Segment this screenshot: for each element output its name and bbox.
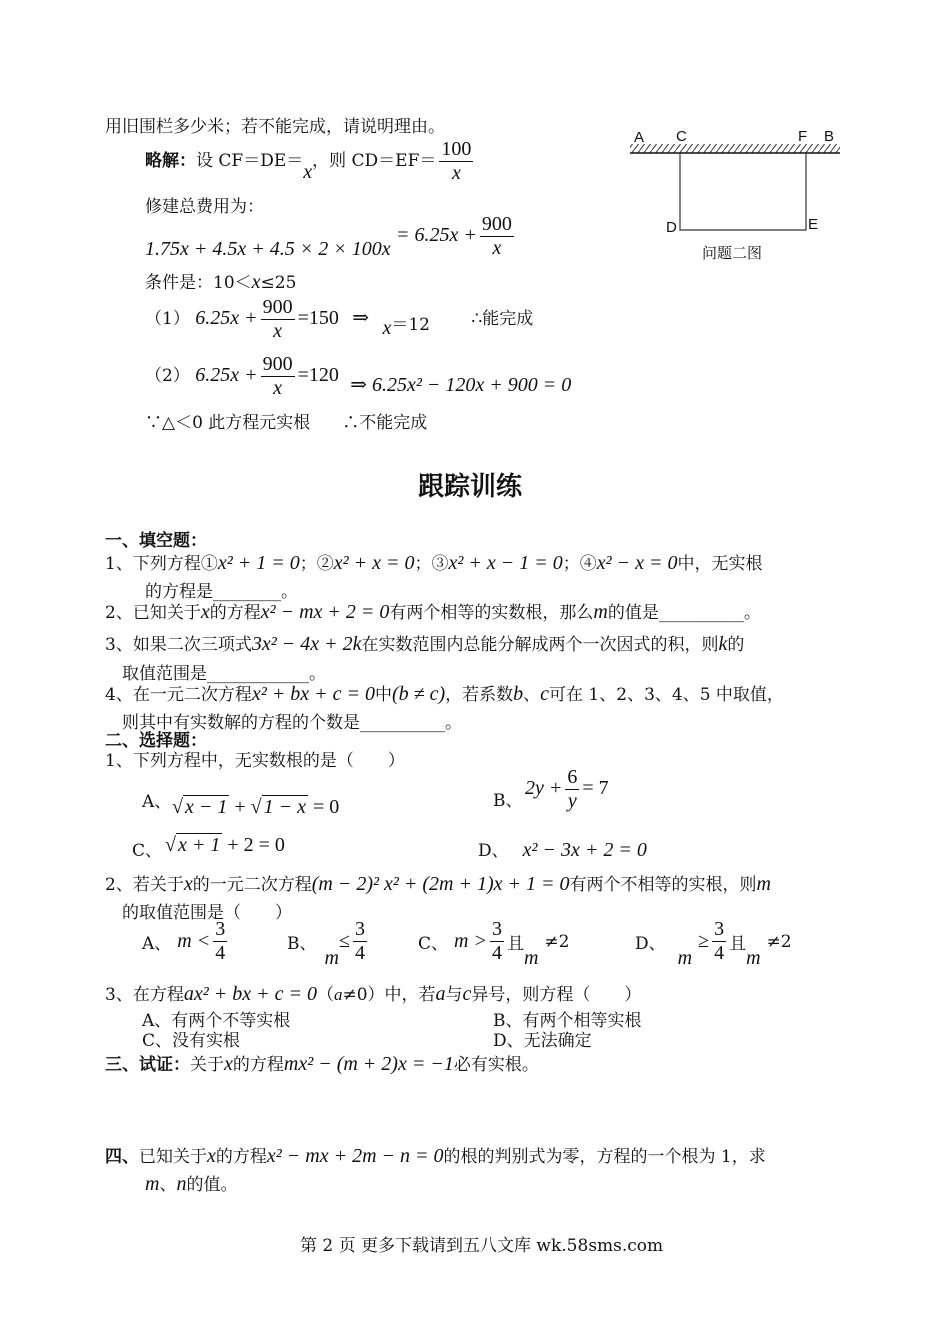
p2-q1-option-b-eq: 2y + $\frac{6}{y}$ = 7 <box>525 766 609 812</box>
p2-q3-option-c: C、没有实根 <box>142 1031 241 1051</box>
p1-q1-cont: 的方程是________。 <box>145 582 298 602</box>
cost-equation: 1.75x + 4.5x + 4.5 × 2 × 100x = 6.25x + $\frac{900}{x}$ <box>145 213 512 260</box>
fraction-100-over-x: $\frac{100}{x}$ <box>441 138 472 184</box>
p2-q1-option-a: A、 <box>142 792 172 812</box>
condition-line: 条件是：10＜x≤25 <box>145 271 297 293</box>
part3-line: 三、试证：关于x的方程mx² − (m + 2)x = −1必有实根。 <box>105 1053 539 1075</box>
label-f: F <box>798 128 808 145</box>
p1-q2: 2、已知关于x的方程x² − mx + 2 = 0有两个相等的实数根，那么m的值是__________。 <box>105 601 761 623</box>
p2-q2-option-d: D、m≥ $\frac{3}{4}$ 且m≠2 <box>635 918 792 969</box>
label-b: B <box>824 128 835 145</box>
figure-caption: 问题二图 <box>702 245 763 262</box>
p2-q3-option-b: B、有两个相等实根 <box>493 1011 642 1031</box>
p1-q3: 3、如果二次三项式3x² − 4x + 2k在实数范围内总能分解成两个一次因式的积，则k的 <box>105 633 745 655</box>
p2-q1-option-c: C、 <box>132 841 163 861</box>
part2-heading: 二、选择题： <box>105 731 207 751</box>
label-c: C <box>676 128 687 145</box>
section-title: 跟踪训练 <box>418 472 523 502</box>
case2-reason: ∵△＜0 此方程元实根 ∴不能完成 <box>145 413 428 433</box>
p2-q2-option-c: C、 m > $\frac{3}{4}$ 且m≠2 <box>418 918 570 969</box>
cost-label: 修建总费用为： <box>145 197 264 217</box>
problem-figure <box>628 126 843 266</box>
part3-heading: 三、试证： <box>105 1055 190 1075</box>
solution-label: 略解： <box>145 151 196 171</box>
fence-rectangle <box>680 153 806 230</box>
solution-line: 略解：设 CF＝DE＝x，则 CD＝EF＝ $\frac{100}{x}$ <box>145 138 472 184</box>
case1-line: （1） 6.25x + $\frac{900}{x}$ =150 ⇒ x＝12 ∴能完成 <box>145 296 534 342</box>
p2-q3-option-a: A、有两个不等实根 <box>142 1011 291 1031</box>
p2-q2-option-a: A、 m < $\frac{3}{4}$ <box>142 918 226 964</box>
case2-line: （2） 6.25x + $\frac{900}{x}$ =120 ⇒ 6.25x² − 120x + 900 = 0 <box>145 353 572 399</box>
p1-q4-cont: 则其中有实数解的方程的个数是__________。 <box>122 713 462 733</box>
p2-q2-option-b: B、m≤ $\frac{3}{4}$ <box>287 918 365 969</box>
part4-line2: m、n的值。 <box>145 1173 238 1195</box>
intro-line1: 用旧围栏多少米；若不能完成，请说明理由。 <box>105 117 445 137</box>
page-footer: 第 2 页 更多下载请到五八文库 wk.58sms.com <box>300 1236 664 1256</box>
p1-q1: 1、下列方程①x² + 1 = 0；②x² + x = 0；③x² + x − 1 = 0；④x² − x = 0中，无实根 <box>105 552 763 574</box>
wall-hatching <box>630 144 840 153</box>
p1-q3-cont: 取值范围是____________。 <box>122 664 326 684</box>
part4-line: 四、已知关于x的方程x² − mx + 2m − n = 0的根的判别式为零，方程的一个根为 1，求 <box>105 1145 766 1167</box>
label-e: E <box>808 216 819 233</box>
p2-q1-option-b: B、 <box>493 791 523 811</box>
p2-q2: 2、若关于x的一元二次方程(m − 2)² x² + (2m + 1)x + 1 = 0有两个不相等的实根，则m <box>105 873 771 895</box>
p2-q3-option-d: D、无法确定 <box>493 1031 592 1051</box>
p2-q3: 3、在方程ax² + bx + c = 0（a≠0）中，若a与c异号，则方程（ ） <box>105 983 642 1005</box>
part1-heading: 一、填空题： <box>105 531 207 551</box>
part4-heading: 四、 <box>105 1147 139 1167</box>
p2-q1-option-c-eq: √ x + 1 + 2 = 0 <box>165 834 285 856</box>
p2-q1-option-d: D、 x² − 3x + 2 = 0 <box>478 839 647 861</box>
p2-q2-cont: 的取值范围是（ ） <box>122 903 292 923</box>
p2-q1-option-a-eq: √ x − 1 + √ 1 − x = 0 <box>172 796 340 818</box>
label-d: D <box>666 219 677 236</box>
p2-q1: 1、下列方程中，无实数根的是（ ） <box>105 751 405 771</box>
p1-q4: 4、在一元二次方程x² + bx + c = 0中(b ≠ c)，若系数b、c可在 1、2、3、4、5 中取值， <box>105 683 784 705</box>
label-a: A <box>634 129 645 146</box>
